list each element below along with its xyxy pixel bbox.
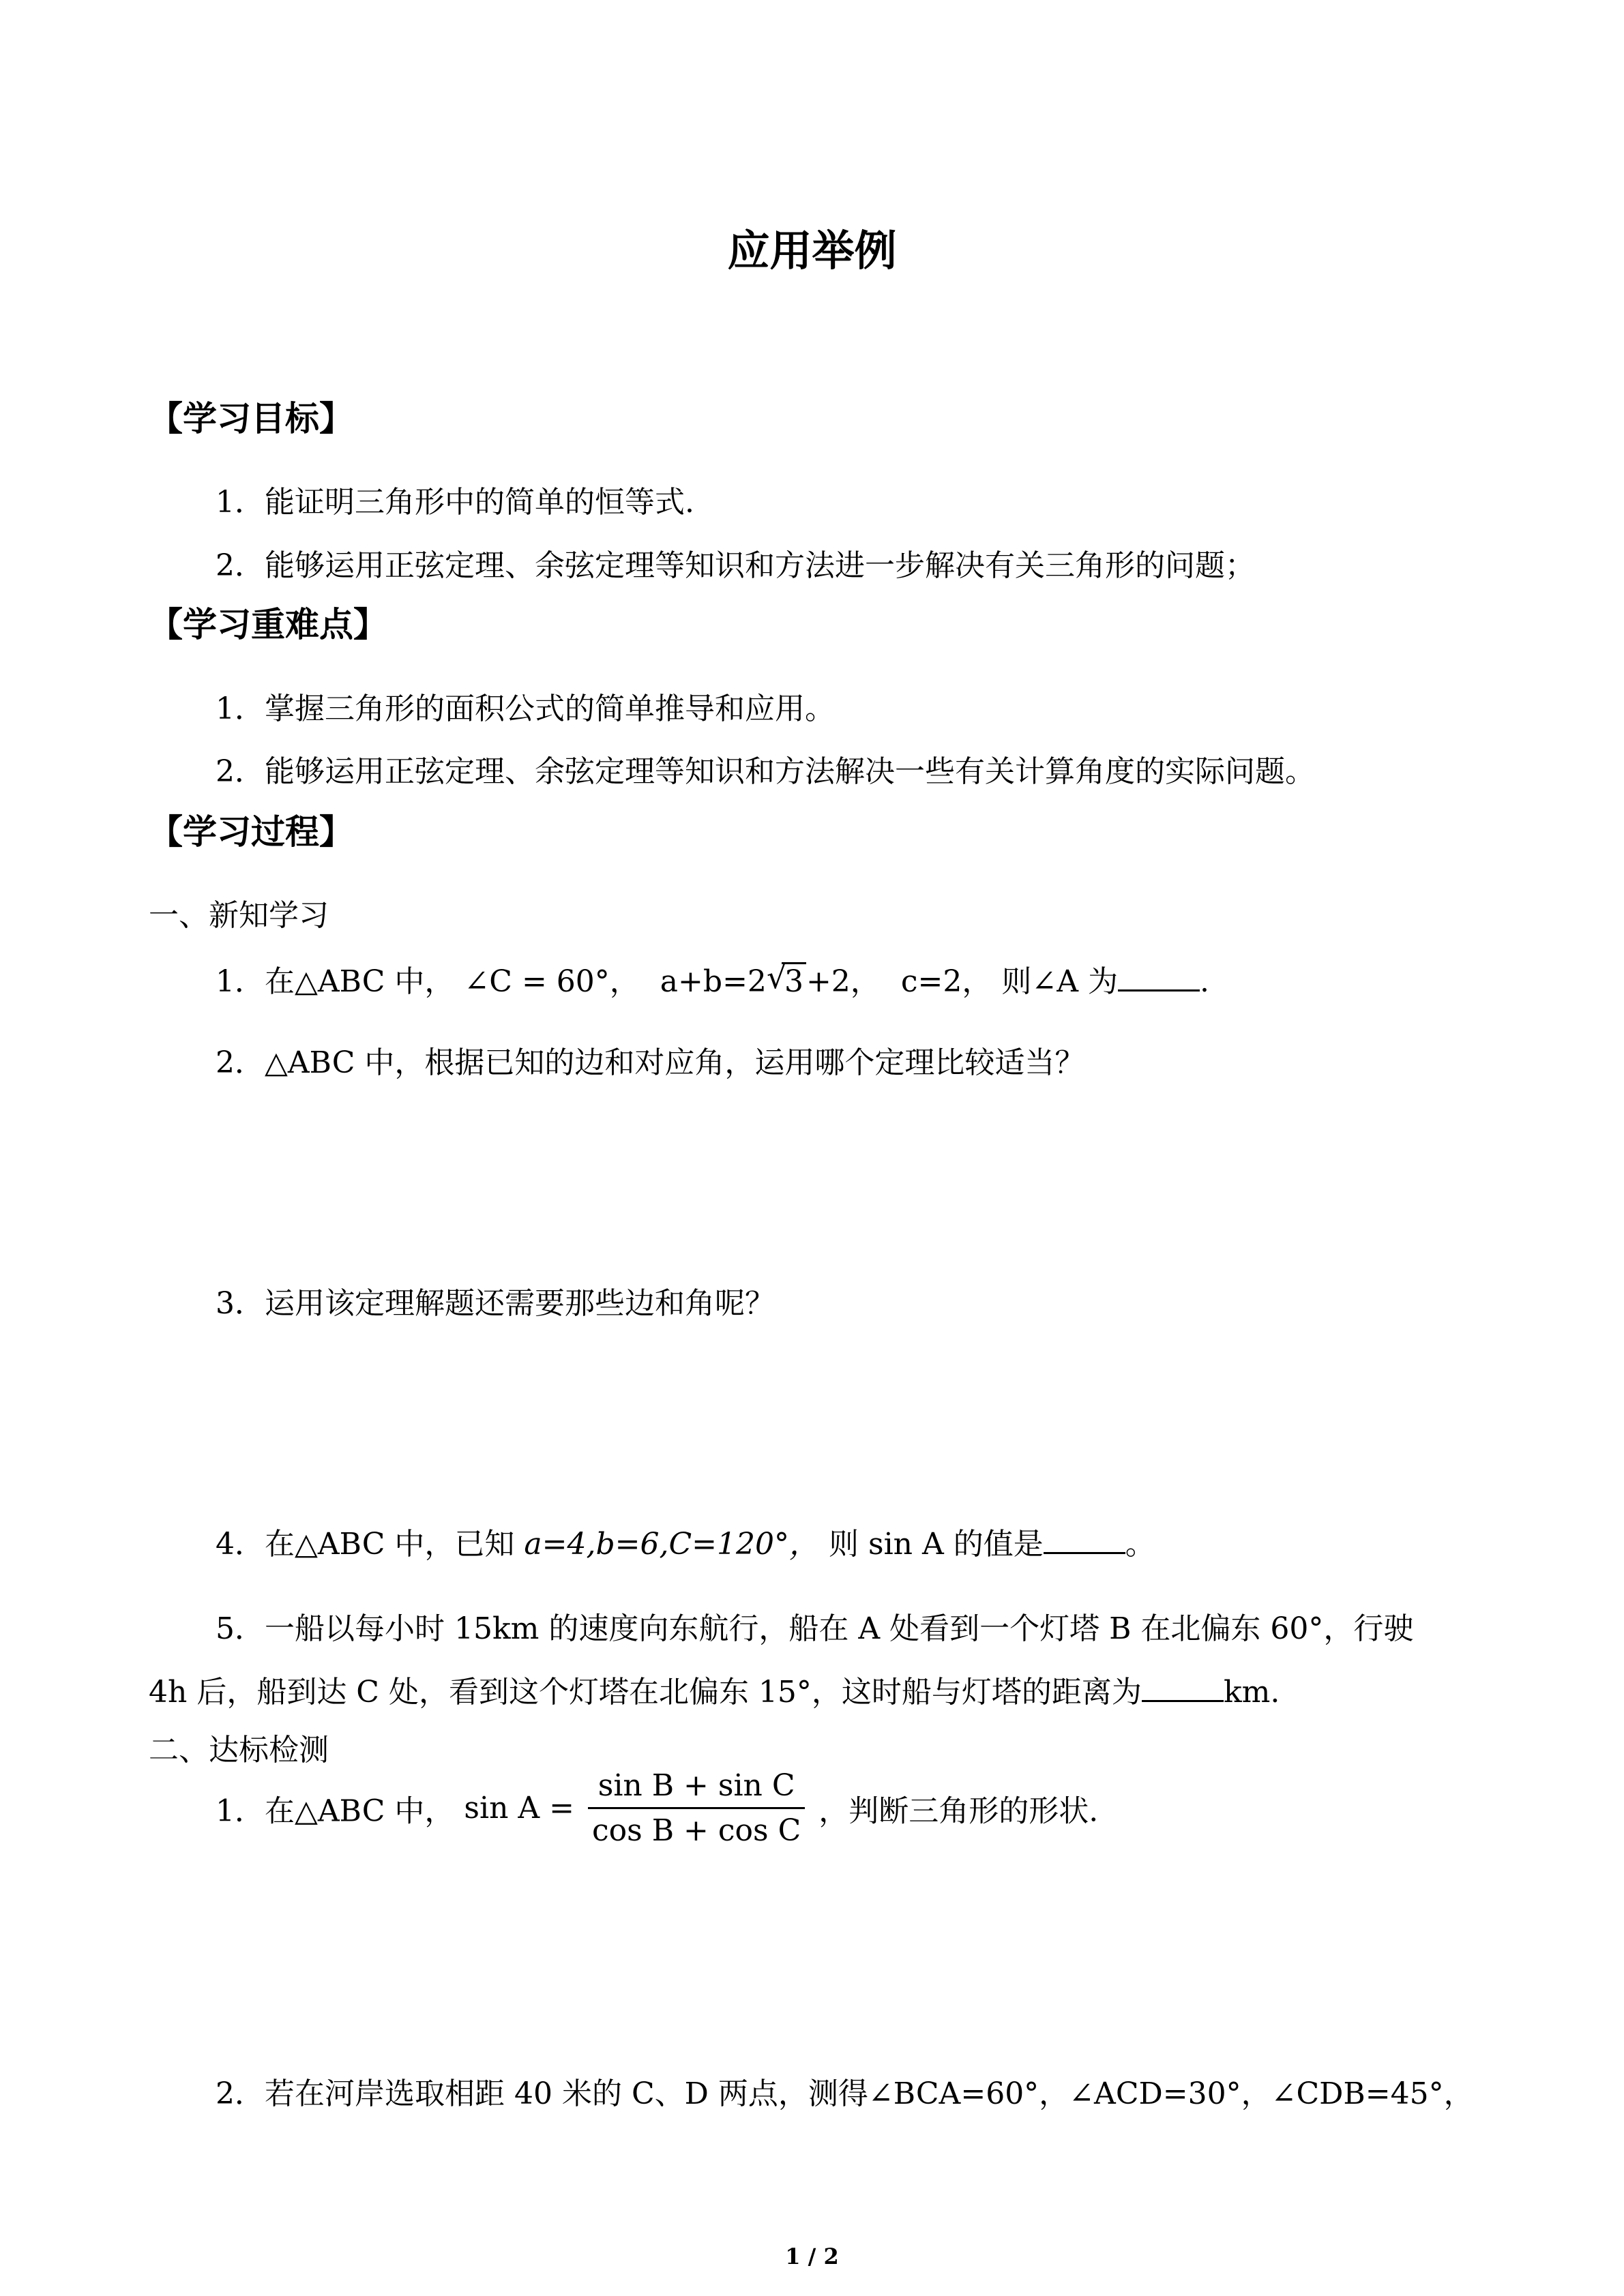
q1-end: . <box>1199 964 1209 999</box>
q1-cond-angle: ∠C = 60°， <box>464 964 640 999</box>
page-title: 应用举例 <box>727 226 897 275</box>
q4-prefix: 4．在△ABC 中，已知 <box>216 1527 515 1562</box>
part1-question-2: 2．△ABC 中，根据已知的边和对应角，运用哪个定理比较适当？ <box>216 1045 1085 1080</box>
p2q1-prefix: 1．在△ABC 中， <box>216 1793 455 1829</box>
p2q1-lhs: sin A = <box>464 1791 575 1825</box>
fraction-denominator: cos B + cos C <box>592 1813 801 1848</box>
q4-ask: 则 sin A 的值是 <box>829 1527 1044 1562</box>
answer-blank[interactable] <box>1044 1525 1125 1554</box>
part2-question-2: 2．若在河岸选取相距 40 米的 C、D 两点，测得∠BCA=60°，∠ACD=30°，∠CDB=45°， <box>216 2076 1474 2111</box>
p2q1-suffix: ，判断三角形的形状. <box>818 1793 1099 1829</box>
q4-end: 。 <box>1125 1527 1155 1562</box>
part2-question-1 <box>216 1768 1098 1848</box>
section-heading-goals: 【学习目标】 <box>149 399 353 438</box>
part1-question-5-line-2 <box>149 1667 1280 1711</box>
part1-question-3: 3．运用该定理解题还需要那些边和角呢？ <box>216 1286 775 1321</box>
goal-item-2: 2．能够运用正弦定理、余弦定理等知识和方法进一步解决有关三角形的问题； <box>216 548 1255 583</box>
part1-question-5-line-1: 5．一船以每小时 15km 的速度向东航行，船在 A 处看到一个灯塔 B 在北偏东 60°，行驶 <box>216 1611 1414 1646</box>
answer-blank[interactable] <box>1118 962 1200 992</box>
part1-heading: 一、新知学习 <box>149 898 329 933</box>
fraction-numerator: sin B + sin C <box>588 1768 805 1809</box>
sqrt-symbol: √ 3 <box>767 964 806 999</box>
q1-ask: 则∠A 为 <box>1001 964 1118 999</box>
keypoint-item-1: 1．掌握三角形的面积公式的简单推导和应用。 <box>216 691 835 726</box>
section-heading-process: 【学习过程】 <box>149 812 353 852</box>
part2-heading: 二、达标检测 <box>149 1733 329 1768</box>
q1-sqrt-value: 3 <box>782 962 806 999</box>
section-heading-keypoints: 【学习重难点】 <box>149 605 387 644</box>
part1-question-1 <box>216 957 1209 1000</box>
answer-blank[interactable] <box>1142 1673 1224 1702</box>
keypoint-item-2: 2．能够运用正弦定理、余弦定理等知识和方法解决一些有关计算角度的实际问题。 <box>216 754 1315 789</box>
q1-prefix: 1．在△ABC 中， <box>216 964 455 999</box>
part1-question-4 <box>216 1519 1155 1563</box>
q1-cond-c: c=2， <box>900 964 992 999</box>
q5-unit: km. <box>1223 1675 1280 1710</box>
goal-item-1: 1．能证明三角形中的简单的恒等式. <box>216 485 694 520</box>
q1-cond-sum: a+b=2 <box>660 964 767 999</box>
q4-cond: a=4,b=6,C=120°， <box>524 1527 820 1562</box>
q1-cond-sum-tail: +2， <box>806 964 881 999</box>
fraction <box>588 1768 805 1848</box>
q5-line2-text: 4h 后，船到达 C 处，看到这个灯塔在北偏东 15°，这时船与灯塔的距离为 <box>149 1675 1142 1710</box>
page-number: 1 / 2 <box>785 2243 839 2269</box>
